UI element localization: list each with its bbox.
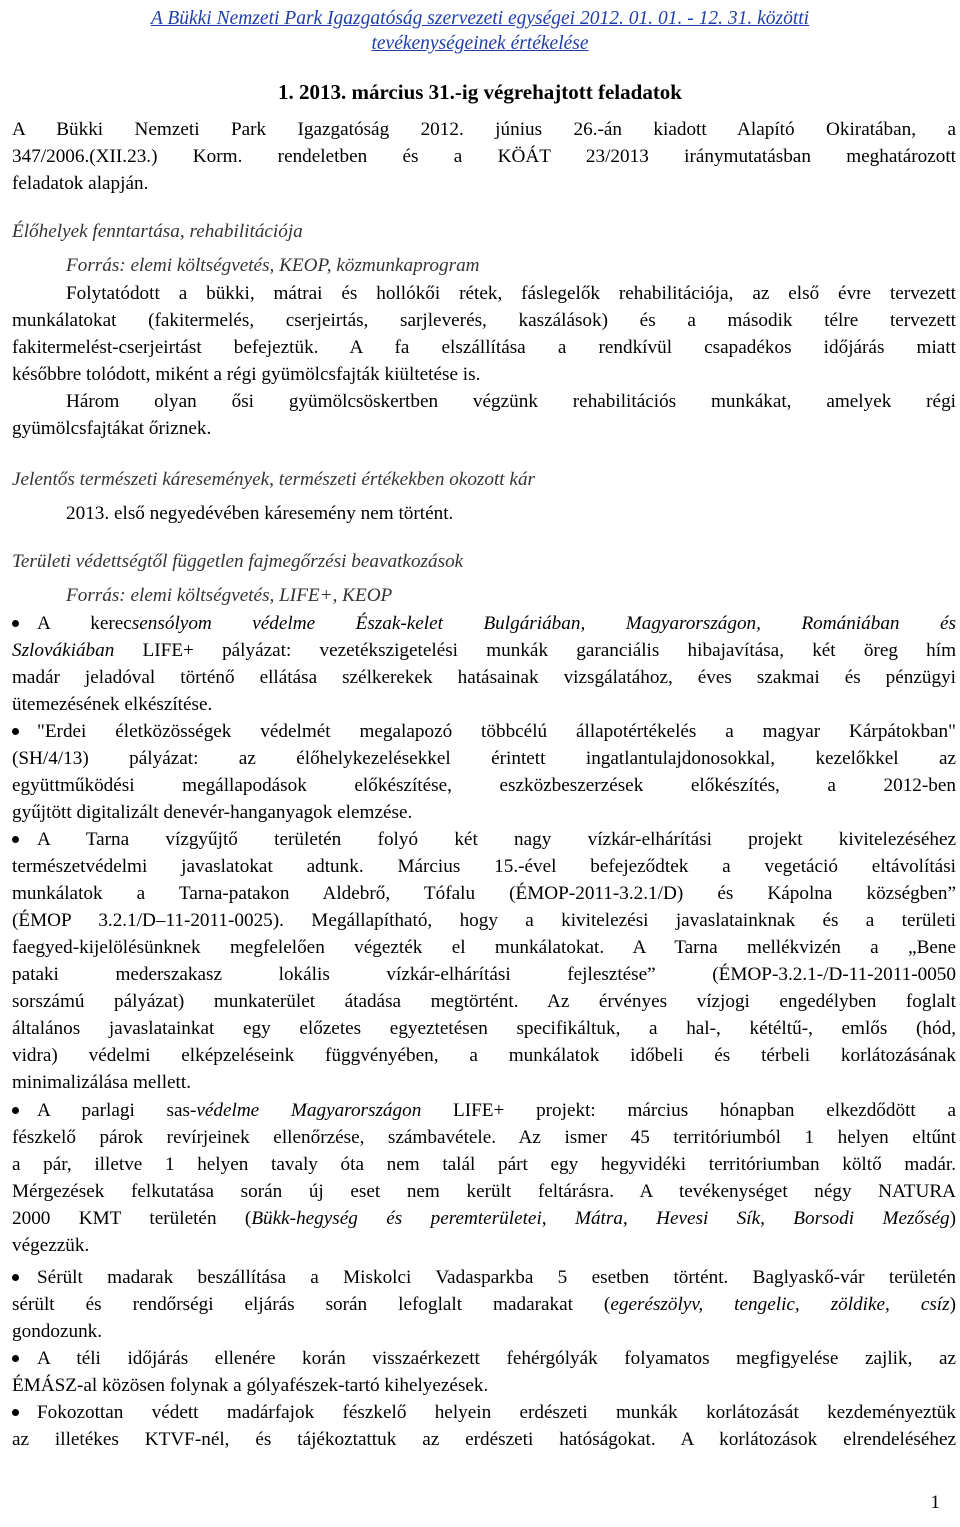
bullet-line: gondozunk. bbox=[12, 1321, 103, 1342]
page-number: 1 bbox=[930, 1492, 940, 1513]
bullet-text-run: LIFE+ pályázat: vezetékszigetelési munkák garanciális hibajavítása, két öreg hím bbox=[114, 640, 956, 661]
bullet-line bbox=[37, 610, 956, 637]
bullet-line bbox=[12, 637, 956, 664]
project-title-italic: védelme Magyarországon bbox=[196, 1100, 422, 1121]
bullet-icon bbox=[12, 728, 19, 735]
bullet-line: az illetékes KTVF-nél, és tájékoztattuk az erdészeti hatóságokat. A korlátozások elrendeléséhez bbox=[12, 1429, 956, 1450]
bullet-text-run: A kerec bbox=[37, 613, 132, 634]
bullet-line: madár jeladóval történő ellátása szélkerekek hatásainak vizsgálatához, éves szakmai és pénzügyi bbox=[12, 667, 956, 688]
habitats-paragraph-2 bbox=[12, 388, 956, 442]
intro-line: feladatok alapján. bbox=[12, 173, 149, 194]
bullet-line bbox=[12, 1291, 956, 1318]
bullet-line: a pár, illetve 1 helyen tavaly óta nem talál párt egy hegyvidéki territóriumban költő madár. bbox=[12, 1154, 956, 1175]
bullet-line: általános javaslatainkat egy előzetes egyeztetésen specifikáltuk, a hal-, kétéltű-, emlős (hód, bbox=[12, 1018, 956, 1039]
bullet-item-forest-communities bbox=[12, 718, 956, 826]
bullet-line: sorszámú pályázat) munkaterület átadása megtörtént. Az érvényes vízjogi engedélyben foglalt bbox=[12, 991, 956, 1012]
habitats-paragraph-1 bbox=[12, 280, 956, 388]
paragraph-line: fakitermelést-cserjeirtást befejeztük. A fa elszállítása a rendkívül csapadékos időjárás miatt bbox=[12, 337, 956, 358]
paragraph-line: Három olyan ősi gyümölcsöskertben végzünk rehabilitációs munkákat, amelyek régi bbox=[66, 391, 956, 412]
bullet-item-tarna-flood-protection bbox=[12, 826, 956, 1096]
intro-paragraph bbox=[12, 116, 956, 197]
bullet-line bbox=[37, 1097, 956, 1124]
chapter-title: 1. 2013. március 31.-ig végrehajtott feladatok bbox=[277, 80, 682, 104]
bullet-line bbox=[12, 1205, 956, 1232]
bullet-line: ÉMÁSZ-al közösen folynak a gólyafészek-tartó kihelyezések. bbox=[12, 1375, 489, 1396]
bullet-line: vidra) védelmi elképzeléseink függvényében, a munkálatok időbeli és térbeli korlátozásának bbox=[12, 1045, 956, 1066]
bullet-line: minimalizálása mellett. bbox=[12, 1072, 192, 1093]
area-names-italic: Bükk-hegység és peremterületei, Mátra, Hevesi Sík, Borsodi Mezőség bbox=[251, 1208, 950, 1229]
bullet-line: ütemezésének elkészítése. bbox=[12, 694, 213, 715]
funding-source-line: Forrás: elemi költségvetés, KEOP, közmunkaprogram bbox=[66, 255, 480, 276]
section-heading-damage-events: Jelentős természeti káresemények, természeti értékekben okozott kár bbox=[12, 469, 536, 490]
project-title-italic: Szlovákiában bbox=[12, 640, 115, 661]
header-line-1: A Bükki Nemzeti Park Igazgatóság szervezeti egységei 2012. 01. 01. - 12. 31. közötti bbox=[150, 8, 810, 29]
bullet-line: faegyed-kijelölésünknek megfelelően végezték el munkálatokat. A Tarna mellékvizén a „Bene bbox=[12, 937, 956, 958]
bullet-text-run: ) bbox=[949, 1294, 956, 1315]
section-heading-habitats: Élőhelyek fenntartása, rehabilitációja bbox=[12, 221, 303, 242]
species-names-italic: egerészölyv, tengelic, zöldike, csíz bbox=[610, 1294, 950, 1315]
paragraph-line: munkálatokat (fakitermelés, cserjeirtás, sarjleverés, kaszálások) és a második télre tervezett bbox=[12, 310, 956, 331]
bullet-line: (ÉMOP 3.2.1/D–11-2011-0025). Megállapítható, hogy a kivitelezési javaslatainknak és a területi bbox=[12, 910, 956, 931]
bullet-icon bbox=[12, 620, 19, 627]
bullet-item-saker-falcon bbox=[12, 610, 956, 718]
bullet-line: "Erdei életközösségek védelmét megalapozó többcélú állapotértékelés a magyar Kárpátokban" bbox=[37, 721, 956, 742]
bullet-text-run: A parlagi sas- bbox=[37, 1100, 197, 1121]
project-title-italic: sensólyom védelme Észak-kelet Bulgáriában, Magyarországon, Romániában és bbox=[131, 613, 956, 634]
bullet-text-run: sérült és rendőrségi eljárás során lefoglalt madarakat ( bbox=[12, 1294, 611, 1315]
bullet-line: pataki mederszakasz lokális vízkár-elhárítási fejlesztése” (ÉMOP-3.2.1-/D-11-2011-0050 bbox=[12, 964, 956, 985]
bullet-item-white-storks bbox=[12, 1345, 956, 1399]
bullet-line: Sérült madarak beszállítása a Miskolci Vadasparkba 5 esetben történt. Baglyaskő-vár területén bbox=[37, 1267, 956, 1288]
bullet-line: együttműködési megállapodások előkészítése, eszközbeszerzések előkészítés, a 2012-ben bbox=[12, 775, 956, 796]
bullet-line: munkálatok a Tarna-patakon Aldebrő, Tófalu (ÉMOP-2011-3.2.1/D) és Kápolna községben” bbox=[12, 883, 956, 904]
bullet-item-injured-birds bbox=[12, 1264, 956, 1345]
bullet-item-imperial-eagle bbox=[12, 1097, 956, 1259]
header-line-2: tevékenységeinek értékelése bbox=[371, 33, 589, 54]
intro-line: A Bükki Nemzeti Park Igazgatóság 2012. június 26.-án kiadott Alapító Okiratában, a bbox=[12, 119, 956, 140]
paragraph-line: későbbre tolódott, miként a régi gyümölcsfajták kiültetése is. bbox=[12, 364, 481, 385]
bullet-line: természetvédelmi javaslatokat adtunk. Március 15.-ével befejeződtek a vegetáció eltávolítási bbox=[12, 856, 956, 877]
intro-line: 347/2006.(XII.23.) Korm. rendeletben és a KÖÁT 23/2013 iránymutatásban meghatározott bbox=[12, 146, 956, 167]
bullet-icon bbox=[12, 836, 19, 843]
damage-events-text: 2013. első negyedévében káresemény nem történt. bbox=[66, 503, 454, 524]
bullet-text-run: LIFE+ projekt: március hónapban elkezdődött a bbox=[421, 1100, 956, 1121]
bullet-icon bbox=[12, 1274, 19, 1281]
bullet-line: A téli időjárás ellenére korán visszaérkezett fehérgólyák folyamatos megfigyelése zajlik, az bbox=[37, 1348, 956, 1369]
bullet-icon bbox=[12, 1409, 19, 1416]
section-heading-species-protection: Területi védettségtől független fajmegőrzési beavatkozások bbox=[12, 551, 464, 572]
running-header bbox=[12, 6, 948, 56]
paragraph-line: Folytatódott a bükki, mátrai és hollókői rétek, fáslegelők rehabilitációja, az első évre tervezett bbox=[66, 283, 956, 304]
bullet-line: Fokozottan védett madárfajok fészkelő helyein erdészeti munkák korlátozását kezdeményeztük bbox=[37, 1402, 956, 1423]
bullet-icon bbox=[12, 1355, 19, 1362]
bullet-line: fészkelő párok revírjeinek ellenőrzése, számbavétele. Az ismer 45 territóriumból 1 helyen eltűnt bbox=[12, 1127, 956, 1148]
bullet-line: (SH/4/13) pályázat: az élőhelykezelésekkel érintett ingatlantulajdonosokkal, kezelőkkel az bbox=[12, 748, 956, 769]
funding-source-line: Forrás: elemi költségvetés, LIFE+, KEOP bbox=[66, 585, 393, 606]
bullet-line: Mérgezések felkutatása során új eset nem került feltárásra. A tevékenységet négy NATURA bbox=[12, 1181, 956, 1202]
bullet-text-run: 2000 KMT területén ( bbox=[12, 1208, 252, 1229]
bullet-item-forestry-restrictions bbox=[12, 1399, 956, 1453]
bullet-icon bbox=[12, 1107, 19, 1114]
bullet-line: végezzük. bbox=[12, 1235, 90, 1256]
bullet-text-run: ) bbox=[949, 1208, 956, 1229]
paragraph-line: gyümölcsfajtákat őriznek. bbox=[12, 418, 212, 439]
bullet-line: A Tarna vízgyűjtő területén folyó két nagy vízkár-elhárítási projekt kivitelezéséhez bbox=[37, 829, 956, 850]
bullet-line: gyűjtött digitalizált denevér-hanganyagok elemzése. bbox=[12, 802, 413, 823]
